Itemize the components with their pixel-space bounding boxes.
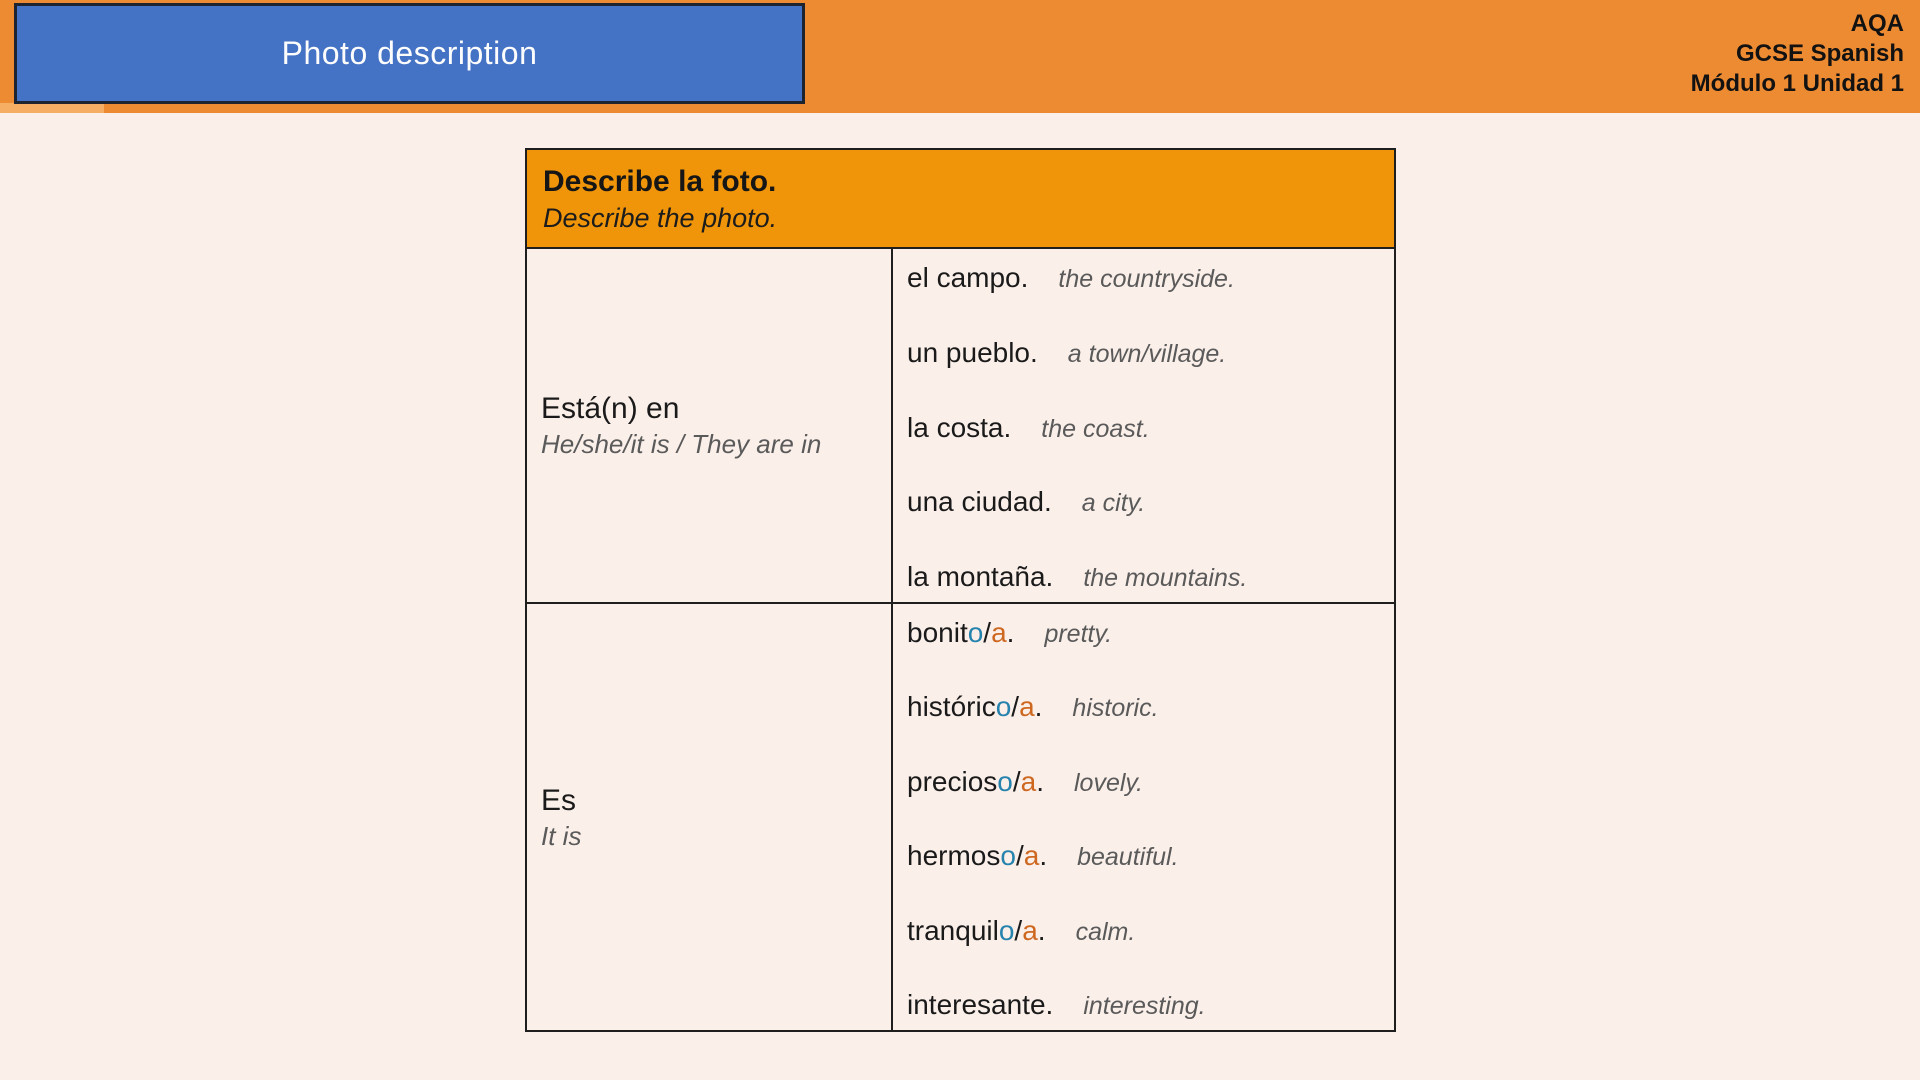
vocab-translation: pretty. [1044,620,1113,648]
vocab-spanish: bonito/a. [907,617,1015,648]
course-exam-board: AQA [1850,10,1904,37]
header-band [0,0,1920,113]
vocab-item [907,691,1394,723]
vocab-spanish: una ciudad. [907,486,1052,518]
vocab-spanish: histórico/a. [907,691,1043,723]
row-label-cell-esta-en [527,249,893,602]
vocab-spanish: interesante. [907,988,1054,1020]
title-box [14,3,805,104]
course-info [1691,9,1904,99]
row-label-translation: He/she/it is / They are in [541,429,822,459]
vocab-translation: calm. [1075,917,1136,946]
vocab-spanish: el campo. [907,262,1029,293]
masculine-ending-o: o [1000,840,1016,872]
vocab-item [907,915,1394,947]
table-subtitle: Describe the photo. [543,203,778,233]
vocab-translation: the coast. [1041,414,1150,443]
vocab-spanish: tranquilo/a. [907,914,1046,946]
vocab-item [907,617,1394,649]
vocab-translation: the mountains. [1083,564,1248,592]
feminine-ending-a: a [1023,840,1040,872]
vocab-spanish: precioso/a. [907,765,1044,797]
feminine-ending-a: a [1019,691,1035,723]
vocab-translation: lovely. [1073,768,1143,797]
vocab-item [907,840,1394,872]
table-row-es [527,604,1394,1030]
vocab-item [907,337,1394,369]
row-label: Es [541,783,577,817]
row-label: Está(n) en [541,392,680,425]
feminine-ending-a: a [991,617,1007,648]
header-band-accent [0,103,104,113]
course-subject: GCSE Spanish [1735,40,1904,67]
row-label-cell-es [527,604,893,1030]
table-row-esta-en [527,249,1394,604]
masculine-ending-o: o [967,617,984,648]
vocab-translation: historic. [1072,694,1159,723]
row-items-cell-adjectives [893,604,1394,1030]
vocab-translation: a town/village. [1067,339,1227,368]
row-items-cell-places [893,249,1394,602]
feminine-ending-a: a [1022,914,1038,946]
vocab-spanish: un pueblo. [907,336,1038,368]
vocab-spanish: la montaña. [907,561,1054,592]
vocab-translation: a city. [1081,489,1146,518]
course-module: Módulo 1 Unidad 1 [1690,70,1904,97]
vocab-item [907,561,1394,593]
feminine-ending-a: a [1020,765,1037,797]
row-label-translation: It is [541,820,582,851]
page-title: Photo description [281,35,538,71]
vocab-item [907,486,1394,518]
table-header [527,150,1394,249]
vocab-translation: the countryside. [1058,265,1235,293]
masculine-ending-o: o [997,765,1013,797]
vocab-spanish: la costa. [907,411,1012,443]
vocab-table [525,148,1396,1032]
vocab-item [907,766,1394,798]
vocab-translation: interesting. [1083,991,1206,1020]
vocab-item [907,262,1394,294]
vocab-item [907,412,1394,444]
vocab-item [907,989,1394,1021]
masculine-ending-o: o [998,914,1015,946]
vocab-spanish: hermoso/a. [907,840,1048,872]
vocab-translation: beautiful. [1077,843,1179,872]
masculine-ending-o: o [995,691,1012,723]
table-title: Describe la foto. [543,165,777,198]
